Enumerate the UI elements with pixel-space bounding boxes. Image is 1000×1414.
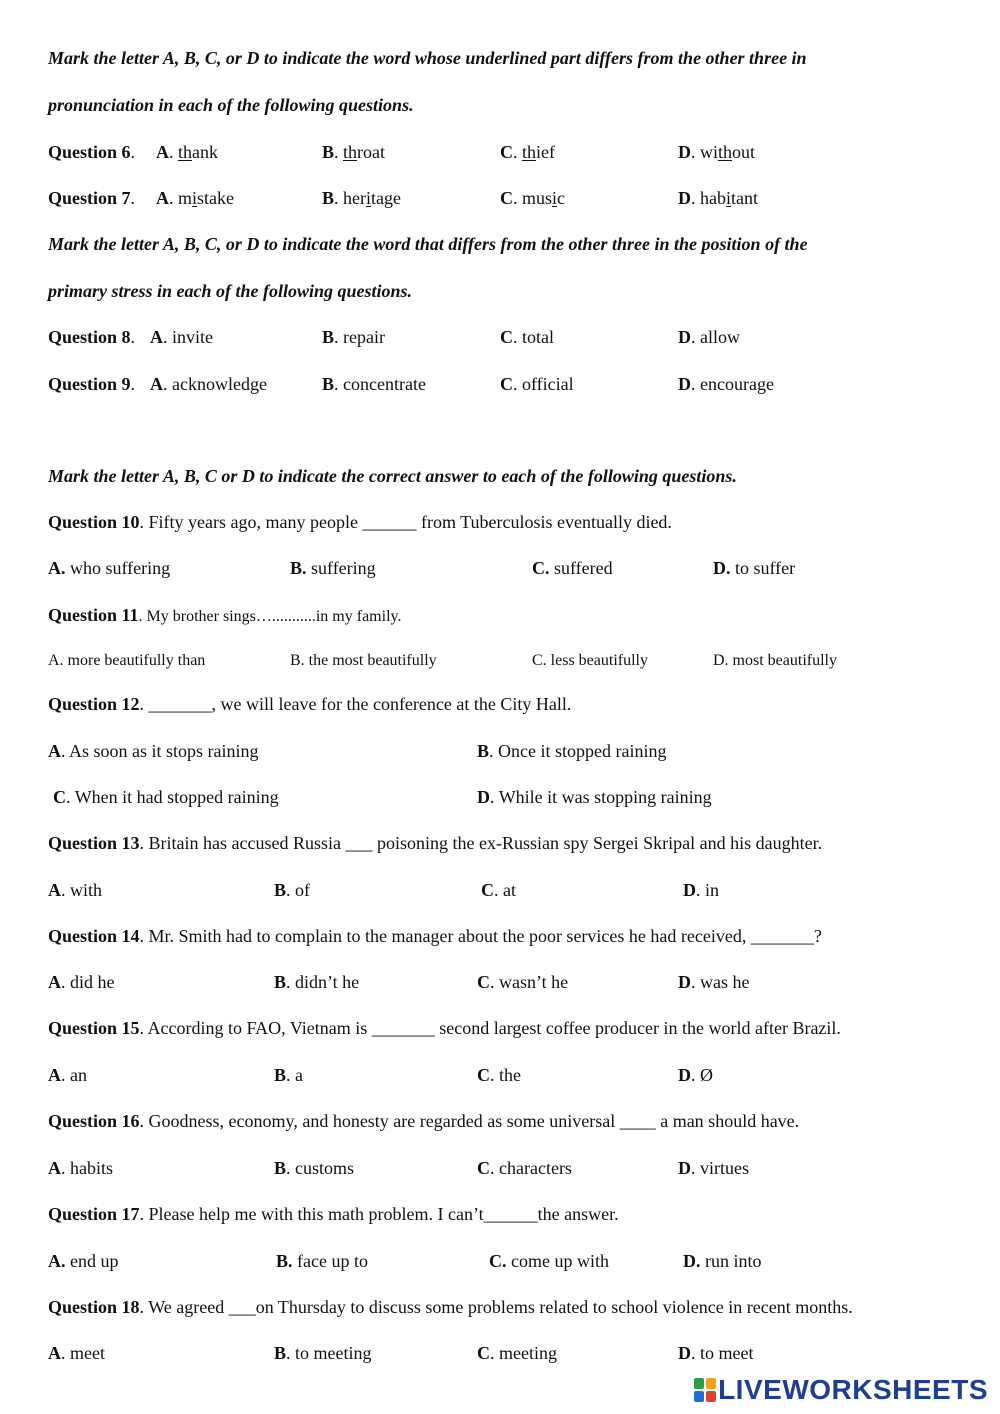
- q15-option-d[interactable]: D. Ø: [678, 1065, 713, 1085]
- q6-option-d[interactable]: D. without: [678, 142, 756, 162]
- q7-option-d[interactable]: D. habitant: [678, 188, 759, 208]
- q12-option-b[interactable]: B. Once it stopped raining: [477, 741, 667, 761]
- q13-option-b[interactable]: B. of: [274, 880, 311, 900]
- q13-option-d[interactable]: D. in: [683, 880, 720, 900]
- q9-option-a[interactable]: A. acknowledge: [150, 374, 267, 394]
- section3-instruction: Mark the letter A, B, C or D to indicate the correct answer to each of the following questions.: [48, 466, 737, 486]
- q7-option-c[interactable]: C. music: [500, 188, 566, 208]
- q17-option-d[interactable]: D. run into: [683, 1251, 762, 1271]
- question-13-text: Question 13. Britain has accused Russia ___ poisoning the ex-Russian spy Sergei Skripal and his daughter.: [48, 833, 823, 853]
- q15-option-c[interactable]: C. the: [477, 1065, 521, 1085]
- q13-option-c[interactable]: C. at: [481, 880, 516, 900]
- question-6-label: Question 6.: [48, 142, 136, 162]
- q18-option-a[interactable]: A. meet: [48, 1343, 105, 1363]
- question-7-label: Question 7.: [48, 188, 136, 208]
- question-11-text: Question 11. My brother sings…...........in my family.: [48, 605, 402, 625]
- question-10-text: Question 10. Fifty years ago, many people ______ from Tuberculosis eventually died.: [48, 512, 672, 532]
- section2-instruction-line1: Mark the letter A, B, C, or D to indicate the word that differs from the other three in the position of the: [48, 234, 808, 254]
- q8-option-a[interactable]: A. invite: [150, 327, 213, 347]
- q17-option-b[interactable]: B. face up to: [276, 1251, 368, 1271]
- q11-option-d[interactable]: D. most beautifully: [713, 652, 837, 669]
- q12-option-c[interactable]: C. When it had stopped raining: [53, 787, 279, 807]
- q15-option-b[interactable]: B. a: [274, 1065, 304, 1085]
- q10-option-c[interactable]: C. suffered: [532, 558, 613, 578]
- q15-option-a[interactable]: A. an: [48, 1065, 87, 1085]
- question-18-text: Question 18. We agreed ___on Thursday to discuss some problems related to school violence in recent months.: [48, 1297, 853, 1317]
- q11-option-a[interactable]: A. more beautifully than: [48, 652, 206, 669]
- q11-option-b[interactable]: B. the most beautifully: [290, 652, 437, 669]
- q10-option-b[interactable]: B. suffering: [290, 558, 376, 578]
- q8-option-b[interactable]: B. repair: [322, 327, 385, 347]
- q17-option-c[interactable]: C. come up with: [489, 1251, 609, 1271]
- q17-option-a[interactable]: A. end up: [48, 1251, 119, 1271]
- q18-option-d[interactable]: D. to meet: [678, 1343, 754, 1363]
- q11-option-c[interactable]: C. less beautifully: [532, 652, 648, 669]
- q14-option-d[interactable]: D. was he: [678, 972, 750, 992]
- logo-square-1: [694, 1378, 704, 1389]
- q6-option-a[interactable]: A. thank: [156, 142, 219, 162]
- q10-option-d[interactable]: D. to suffer: [713, 558, 796, 578]
- q16-option-c[interactable]: C. characters: [477, 1158, 572, 1178]
- q14-option-c[interactable]: C. wasn’t he: [477, 972, 569, 992]
- liveworksheets-logo-icon: [694, 1378, 716, 1402]
- q9-option-c[interactable]: C. official: [500, 374, 574, 394]
- q16-option-b[interactable]: B. customs: [274, 1158, 355, 1178]
- liveworksheets-logo-text: LIVEWORKSHEETS: [718, 1374, 988, 1405]
- q18-option-b[interactable]: B. to meeting: [274, 1343, 372, 1363]
- q16-option-d[interactable]: D. virtues: [678, 1158, 749, 1178]
- q12-option-a[interactable]: A. As soon as it stops raining: [48, 741, 259, 761]
- q8-option-d[interactable]: D. allow: [678, 327, 740, 347]
- q16-option-a[interactable]: A. habits: [48, 1158, 113, 1178]
- question-8-label: Question 8.: [48, 327, 136, 347]
- q6-option-c[interactable]: C. thief: [500, 142, 555, 162]
- logo-square-2: [706, 1378, 716, 1389]
- question-9-label: Question 9.: [48, 374, 136, 394]
- q12-option-d[interactable]: D. While it was stopping raining: [477, 787, 712, 807]
- logo-square-3: [694, 1391, 704, 1402]
- question-14-text: Question 14. Mr. Smith had to complain to the manager about the poor services he had received, _______?: [48, 926, 822, 946]
- question-12-text: Question 12. _______, we will leave for the conference at the City Hall.: [48, 694, 572, 714]
- q18-option-c[interactable]: C. meeting: [477, 1343, 557, 1363]
- question-17-text: Question 17. Please help me with this math problem. I can’t______the answer.: [48, 1204, 619, 1224]
- q14-option-a[interactable]: A. did he: [48, 972, 115, 992]
- q10-option-a[interactable]: A. who suffering: [48, 558, 171, 578]
- logo-square-4: [706, 1391, 716, 1402]
- q13-option-a[interactable]: A. with: [48, 880, 103, 900]
- q9-option-b[interactable]: B. concentrate: [322, 374, 426, 394]
- q7-option-b[interactable]: B. heritage: [322, 188, 401, 208]
- q6-option-b[interactable]: B. throat: [322, 142, 386, 162]
- liveworksheets-logo[interactable]: [694, 1374, 988, 1406]
- section1-instruction-line2: pronunciation in each of the following questions.: [48, 95, 414, 115]
- q9-option-d[interactable]: D. encourage: [678, 374, 774, 394]
- q14-option-b[interactable]: B. didn’t he: [274, 972, 360, 992]
- q7-option-a[interactable]: A. mistake: [156, 188, 235, 208]
- question-16-text: Question 16. Goodness, economy, and honesty are regarded as some universal ____ a man should have.: [48, 1111, 800, 1131]
- q8-option-c[interactable]: C. total: [500, 327, 554, 347]
- section1-instruction-line1: Mark the letter A, B, C, or D to indicate the word whose underlined part differs from the other three in: [48, 48, 807, 68]
- question-15-text: Question 15. According to FAO, Vietnam is _______ second largest coffee producer in the world after Brazil.: [48, 1018, 841, 1038]
- section2-instruction-line2: primary stress in each of the following questions.: [48, 281, 413, 301]
